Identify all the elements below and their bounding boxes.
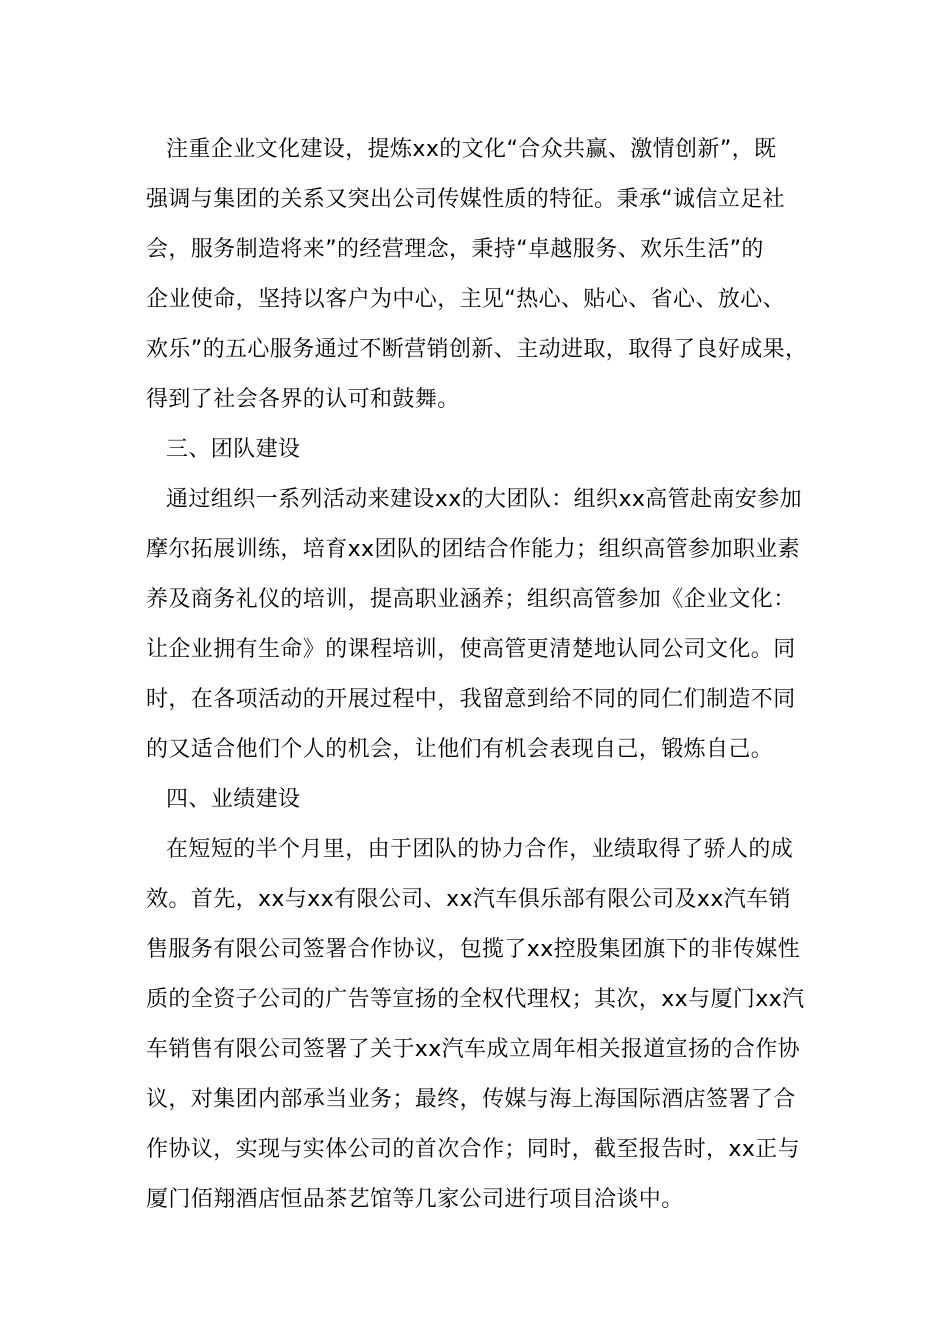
paragraph-line: 议，对集团内部承当业务；最终，传媒与海上海国际酒店签署了合 [146, 1087, 796, 1112]
paragraph-line: 摩尔拓展训练，培育xx团队的团结合作能力；组织高管参加职业素 [146, 537, 801, 562]
paragraph-line: 养及商务礼仪的培训，提高职业涵养；组织高管参加《企业文化： [146, 587, 796, 612]
paragraph-line: 效。首先，xx与xx有限公司、xx汽车俱乐部有限公司及xx汽车销 [146, 887, 791, 912]
paragraph-line: 车销售有限公司签署了关于xx汽车成立周年相关报道宣扬的合作协 [146, 1037, 801, 1062]
paragraph-line: 时，在各项活动的开展过程中，我留意到给不同的同仁们制造不同 [146, 687, 796, 712]
paragraph-line: 在短短的半个月里，由于团队的协力合作，业绩取得了骄人的成 [166, 837, 794, 862]
section-heading: 三、团队建设 [166, 437, 301, 462]
paragraph-line: 售服务有限公司签署合作协议，包揽了xx控股集团旗下的非传媒性 [146, 937, 801, 962]
paragraph-line: 会，服务制造将来”的经营理念，秉持“卓越服务、欢乐生活”的 [146, 237, 764, 262]
paragraph-line: 作协议，实现与实体公司的首次合作；同时，截至报告时，xx正与 [146, 1137, 801, 1162]
paragraph-line: 得到了社会各界的认可和鼓舞。 [146, 387, 460, 412]
paragraph-line: 强调与集团的关系又突出公司传媒性质的特征。秉承“诚信立足社 [146, 187, 785, 212]
paragraph-line: 通过组织一系列活动来建设xx的大团队：组织xx高管赴南安参加 [166, 487, 803, 512]
section-heading: 四、业绩建设 [166, 787, 301, 812]
paragraph-line: 质的全资子公司的广告等宣扬的全权代理权；其次，xx与厦门xx汽 [146, 987, 805, 1012]
paragraph-line: 厦门佰翔酒店恒品茶艺馆等几家公司进行项目洽谈中。 [146, 1187, 684, 1212]
paragraph-line: 欢乐”的五心服务通过不断营销创新、主动进取，取得了良好成果， [146, 337, 808, 362]
paragraph-line: 的又适合他们个人的机会，让他们有机会表现自己，锻炼自己。 [146, 737, 774, 762]
paragraph-line: 让企业拥有生命》的课程培训，使高管更清楚地认同公司文化。同 [146, 637, 796, 662]
paragraph-line: 企业使命，坚持以客户为中心，主见“热心、贴心、省心、放心、 [146, 287, 785, 312]
paragraph-line: 注重企业文化建设，提炼xx的文化“合众共赢、激情创新”，既 [166, 137, 777, 162]
